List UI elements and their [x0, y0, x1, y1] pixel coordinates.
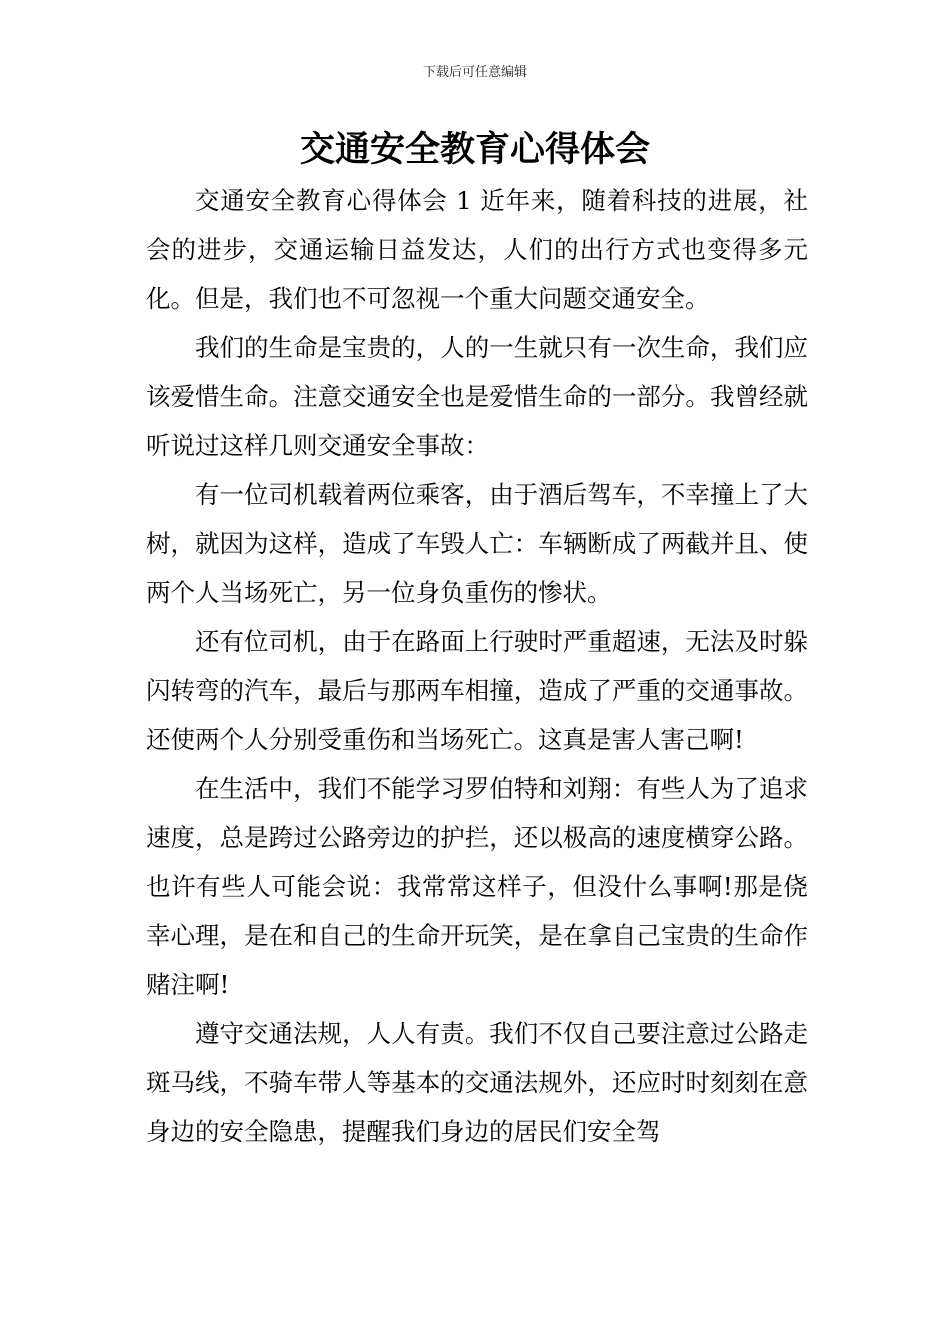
paragraph-3: 有一位司机载着两位乘客，由于酒后驾车，不幸撞上了大树，就因为这样，造成了车毁人亡：车辆断成了两截并且、使两个人当场死亡，另一位身负重伤的惨状。: [146, 480, 808, 607]
document-title: 交通安全教育心得体会: [299, 129, 650, 170]
paragraph-4: 还有位司机，由于在路面上行驶时严重超速，无法及时躲闪转弯的汽车，最后与那两车相撞，造成了严重的交通事故。还使两个人分别受重伤和当场死亡。这真是害人害己啊!: [146, 627, 808, 754]
header-note: 下载后可任意编辑: [422, 65, 527, 80]
paragraph-1: 交通安全教育心得体会 1 近年来，随着科技的进展，社会的进步，交通运输日益发达，人们的出行方式也变得多元化。但是，我们也不可忽视一个重大问题交通安全。: [146, 186, 808, 313]
paragraph-5: 在生活中，我们不能学习罗伯特和刘翔：有些人为了追求速度，总是跨过公路旁边的护拦，还以极高的速度横穿公路。也许有些人可能会说：我常常这样子，但没什么事啊!那是侥幸心理，是在和自己的生命开玩笑，是在拿自己宝贵的生命作赌注啊!: [146, 774, 808, 999]
paragraph-2: 我们的生命是宝贵的，人的一生就只有一次生命，我们应该爱惜生命。注意交通安全也是爱惜生命的一部分。我曾经就听说过这样几则交通安全事故：: [146, 333, 808, 460]
document-body: [146, 176, 808, 1156]
paragraph-6: 遵守交通法规，人人有责。我们不仅自己要注意过公路走斑马线，不骑车带人等基本的交通法规外，还应时时刻刻在意身边的安全隐患，提醒我们身边的居民们安全驾: [146, 1019, 808, 1146]
